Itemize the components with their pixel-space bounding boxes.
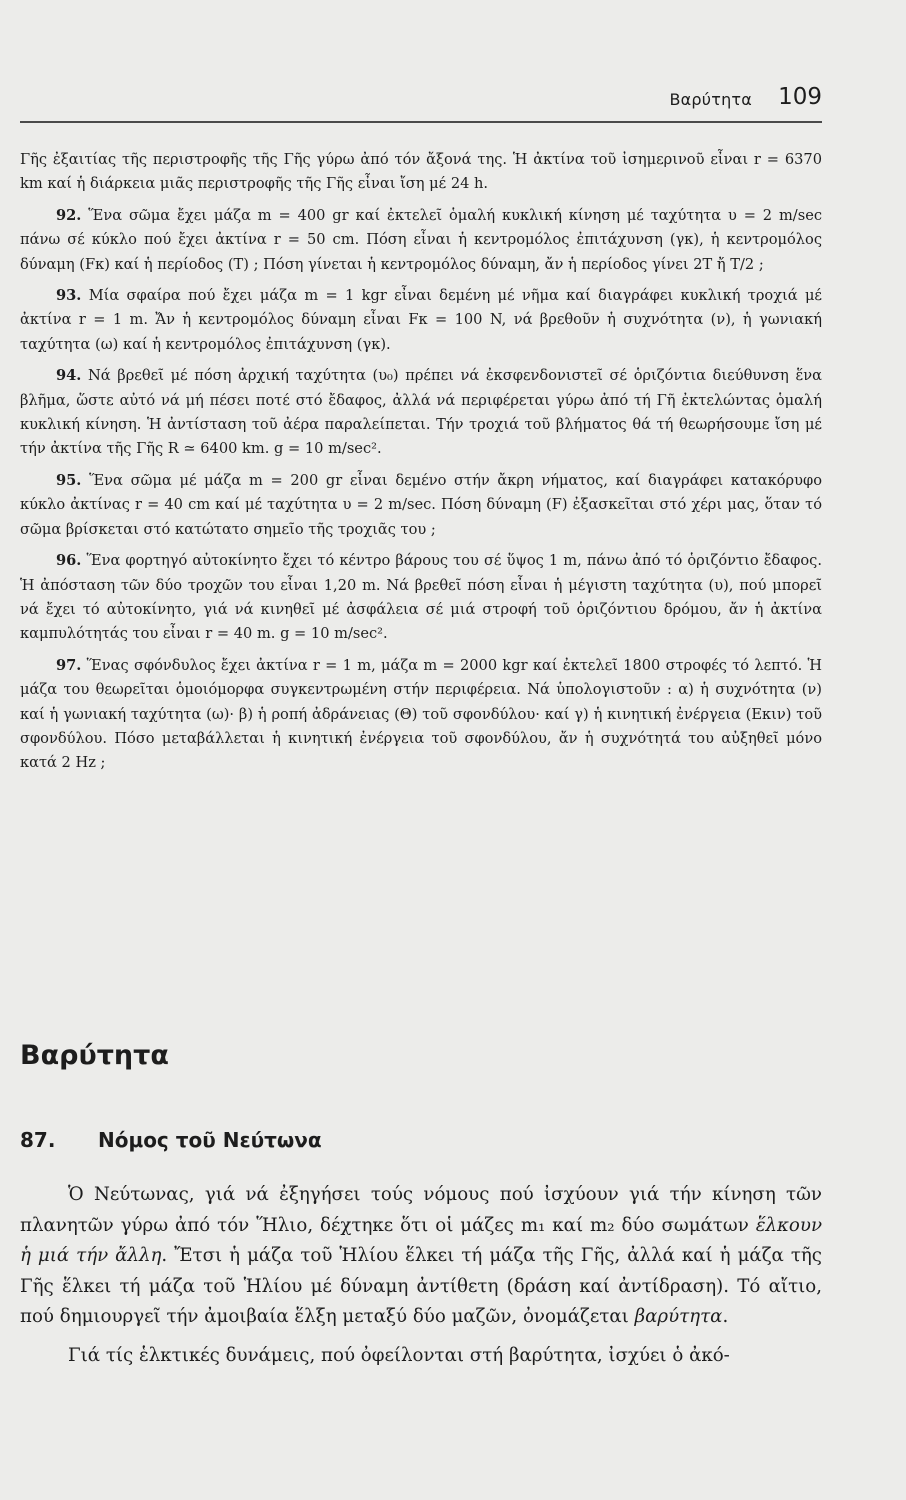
running-header bbox=[20, 84, 822, 124]
problem-text: Ἕνα σῶμα μέ μάζα m = 200 gr εἶναι δεμένο στήν ἄκρη νήματος, καί διαγράφει κατακόρυφο κύκλο ἀκτίνας r = 40 cm καί μέ ταχύτητα υ = 2 m/sec. Πόση δύναμη (F) ἐξασκεῖται στό χέρι μας, ὅταν τό σῶμα βρίσκεται στό κατώτατο σημεῖο τῆς τροχιᾶς του ; bbox=[20, 471, 822, 538]
header-rule bbox=[20, 121, 822, 123]
paragraph-italic-text: βαρύτητα bbox=[634, 1306, 723, 1328]
problem-94 bbox=[20, 364, 822, 462]
problem-96 bbox=[20, 549, 822, 647]
paragraph-text: Ὁ Νεύτωνας, γιά νά ἐξηγήσει τούς νόμους πού ἰσχύουν γιά τήν κίνηση τῶν πλανητῶν γύρω ἀπό τόν Ἥλιο, δέχτηκε ὅτι οἱ μάζες m₁ καί m₂ δύο σωμάτων bbox=[20, 1184, 822, 1236]
problem-number: 93. bbox=[56, 287, 82, 305]
problem-number: 96. bbox=[56, 552, 82, 570]
problem-text: Νά βρεθεῖ μέ πόση ἀρχική ταχύτητα (υ₀) πρέπει νά ἐκσφενδονιστεῖ σέ ὁριζόντια διεύθυνση ἕνα βλῆμα, ὥστε αὐτό νά μή πέσει ποτέ στό ἔδαφος, ἀλλά νά περιφέρεται γύρω ἀπό τή Γῆ ἐκτελώντας ὁμαλή κυκλική κίνηση. Ἡ ἀντίσταση τοῦ ἀέρα παραλείπεται. Τήν τροχιά τοῦ βλήματος θά τή θεωρήσουμε ἴση μέ τήν ἀκτίνα τῆς Γῆς R ≃ 6400 km. g = 10 m/sec². bbox=[20, 367, 822, 458]
page-number: 109 bbox=[778, 84, 822, 110]
subsection-number: 87. bbox=[20, 1128, 56, 1152]
section-title: Βαρύτητα bbox=[20, 1040, 169, 1071]
section-body bbox=[20, 1180, 822, 1380]
subsection-heading bbox=[20, 1128, 322, 1152]
problem-number: 92. bbox=[56, 206, 82, 224]
problem-number: 94. bbox=[56, 367, 82, 385]
subsection-title: Νόμος τοῦ Νεύτωνα bbox=[98, 1128, 322, 1152]
problems-block bbox=[20, 148, 822, 783]
problem-text: Ἕνα σῶμα ἔχει μάζα m = 400 gr καί ἐκτελεῖ ὁμαλή κυκλική κίνηση μέ ταχύτητα υ = 2 m/sec πάνω σέ κύκλο πού ἔχει ἀκτίνα r = 50 cm. Πόση εἶναι ἡ κεντρομόλος ἐπιτάχυνση (γκ), ἡ κεντρομόλος δύναμη (Fκ) καί ἡ περίοδος (T) ; Πόση γίνεται ἡ κεντρομόλος δύναμη, ἄν ἡ περίοδος γίνει 2T ἤ T/2 ; bbox=[20, 206, 822, 273]
problem-97 bbox=[20, 654, 822, 776]
problem-95 bbox=[20, 469, 822, 542]
problem-text: Ἕνα φορτηγό αὐτοκίνητο ἔχει τό κέντρο βάρους του σέ ὕψος 1 m, πάνω ἀπό τό ὁριζόντιο ἔδαφος. Ἡ ἀπόσταση τῶν δύο τροχῶν του εἶναι 1,20 m. Νά βρεθεῖ πόση εἶναι ἡ μέγιστη ταχύτητα (υ), πού μπορεῖ νά ἔχει τό αὐτοκίνητο, γιά νά κινηθεῖ μέ ἀσφάλεια σέ μιά στροφή τοῦ ὁριζόντιου δρόμου, ἄν ἡ ἀκτίνα καμπυλότητάς του εἶναι r = 40 m. g = 10 m/sec². bbox=[20, 552, 822, 643]
problem-number: 95. bbox=[56, 471, 82, 489]
problem-92 bbox=[20, 204, 822, 277]
problem-text: Ἕνας σφόνδυλος ἔχει ἀκτίνα r = 1 m, μάζα m = 2000 kgr καί ἐκτελεῖ 1800 στροφές τό λεπτό. Ἡ μάζα του θεωρεῖται ὁμοιόμορφα συγκεντρωμένη στήν περιφέρεια. Νά ὑπολογιστοῦν : α) ἡ συχνότητα (ν) καί ἡ γωνιακή ταχύτητα (ω)· β) ἡ ροπή ἀδράνειας (Θ) τοῦ σφονδύλου· καί γ) ἡ κινητική ἐνέργεια (Eκιν) τοῦ σφονδύλου. Πόσο μεταβάλλεται ἡ κινητική ἐνέργεια τοῦ σφονδύλου, ἄν ἡ συχνότητά του αὐξηθεῖ μόνο κατά 2 Hz ; bbox=[20, 656, 822, 772]
section-paragraph: Γιά τίς ἑλκτικές δυνάμεις, πού ὀφείλονται στή βαρύτητα, ἰσχύει ὁ ἀκό- bbox=[68, 1344, 730, 1366]
paragraph-italic-text: ἕλκουν ἡ μιά τήν ἄλλη bbox=[20, 1214, 822, 1267]
carryover-paragraph: Γῆς ἐξαιτίας τῆς περιστροφῆς τῆς Γῆς γύρω ἀπό τόν ἄξονά της. Ἡ ἀκτίνα τοῦ ἰσημερινοῦ εἶναι r = 6370 km καί ἡ διάρκεια μιᾶς περιστροφῆς τῆς Γῆς εἶναι ἴση μέ 24 h. bbox=[20, 151, 822, 193]
paragraph-text: . Ἔτσι ἡ μάζα τοῦ Ἡλίου ἕλκει τή μάζα τῆς Γῆς, ἀλλά καί ἡ μάζα τῆς Γῆς ἕλκει τή μάζα τοῦ Ἡλίου μέ δύναμη ἀντίθετη (δράση καί ἀντίδραση). Τό αἴτιο, πού δημιουργεῖ τήν ἀμοιβαία ἕλξη μεταξύ δύο μαζῶν, ὀνομάζεται bbox=[20, 1245, 822, 1328]
problem-93 bbox=[20, 284, 822, 357]
paragraph-text: . bbox=[722, 1306, 729, 1328]
header-chapter-title: Βαρύτητα bbox=[669, 90, 752, 109]
problem-text: Μία σφαίρα πού ἔχει μάζα m = 1 kgr εἶναι δεμένη μέ νῆμα καί διαγράφει κυκλική τροχιά μέ ἀκτίνα r = 1 m. Ἄν ἡ κεντρομόλος δύναμη εἶναι Fκ = 100 N, νά βρεθοῦν ἡ συχνότητα (ν), ἡ γωνιακή ταχύτητα (ω) καί ἡ κεντρομόλος ἐπιτάχυνση (γκ). bbox=[20, 287, 822, 353]
problem-number: 97. bbox=[56, 656, 82, 674]
section-paragraph bbox=[20, 1180, 822, 1333]
